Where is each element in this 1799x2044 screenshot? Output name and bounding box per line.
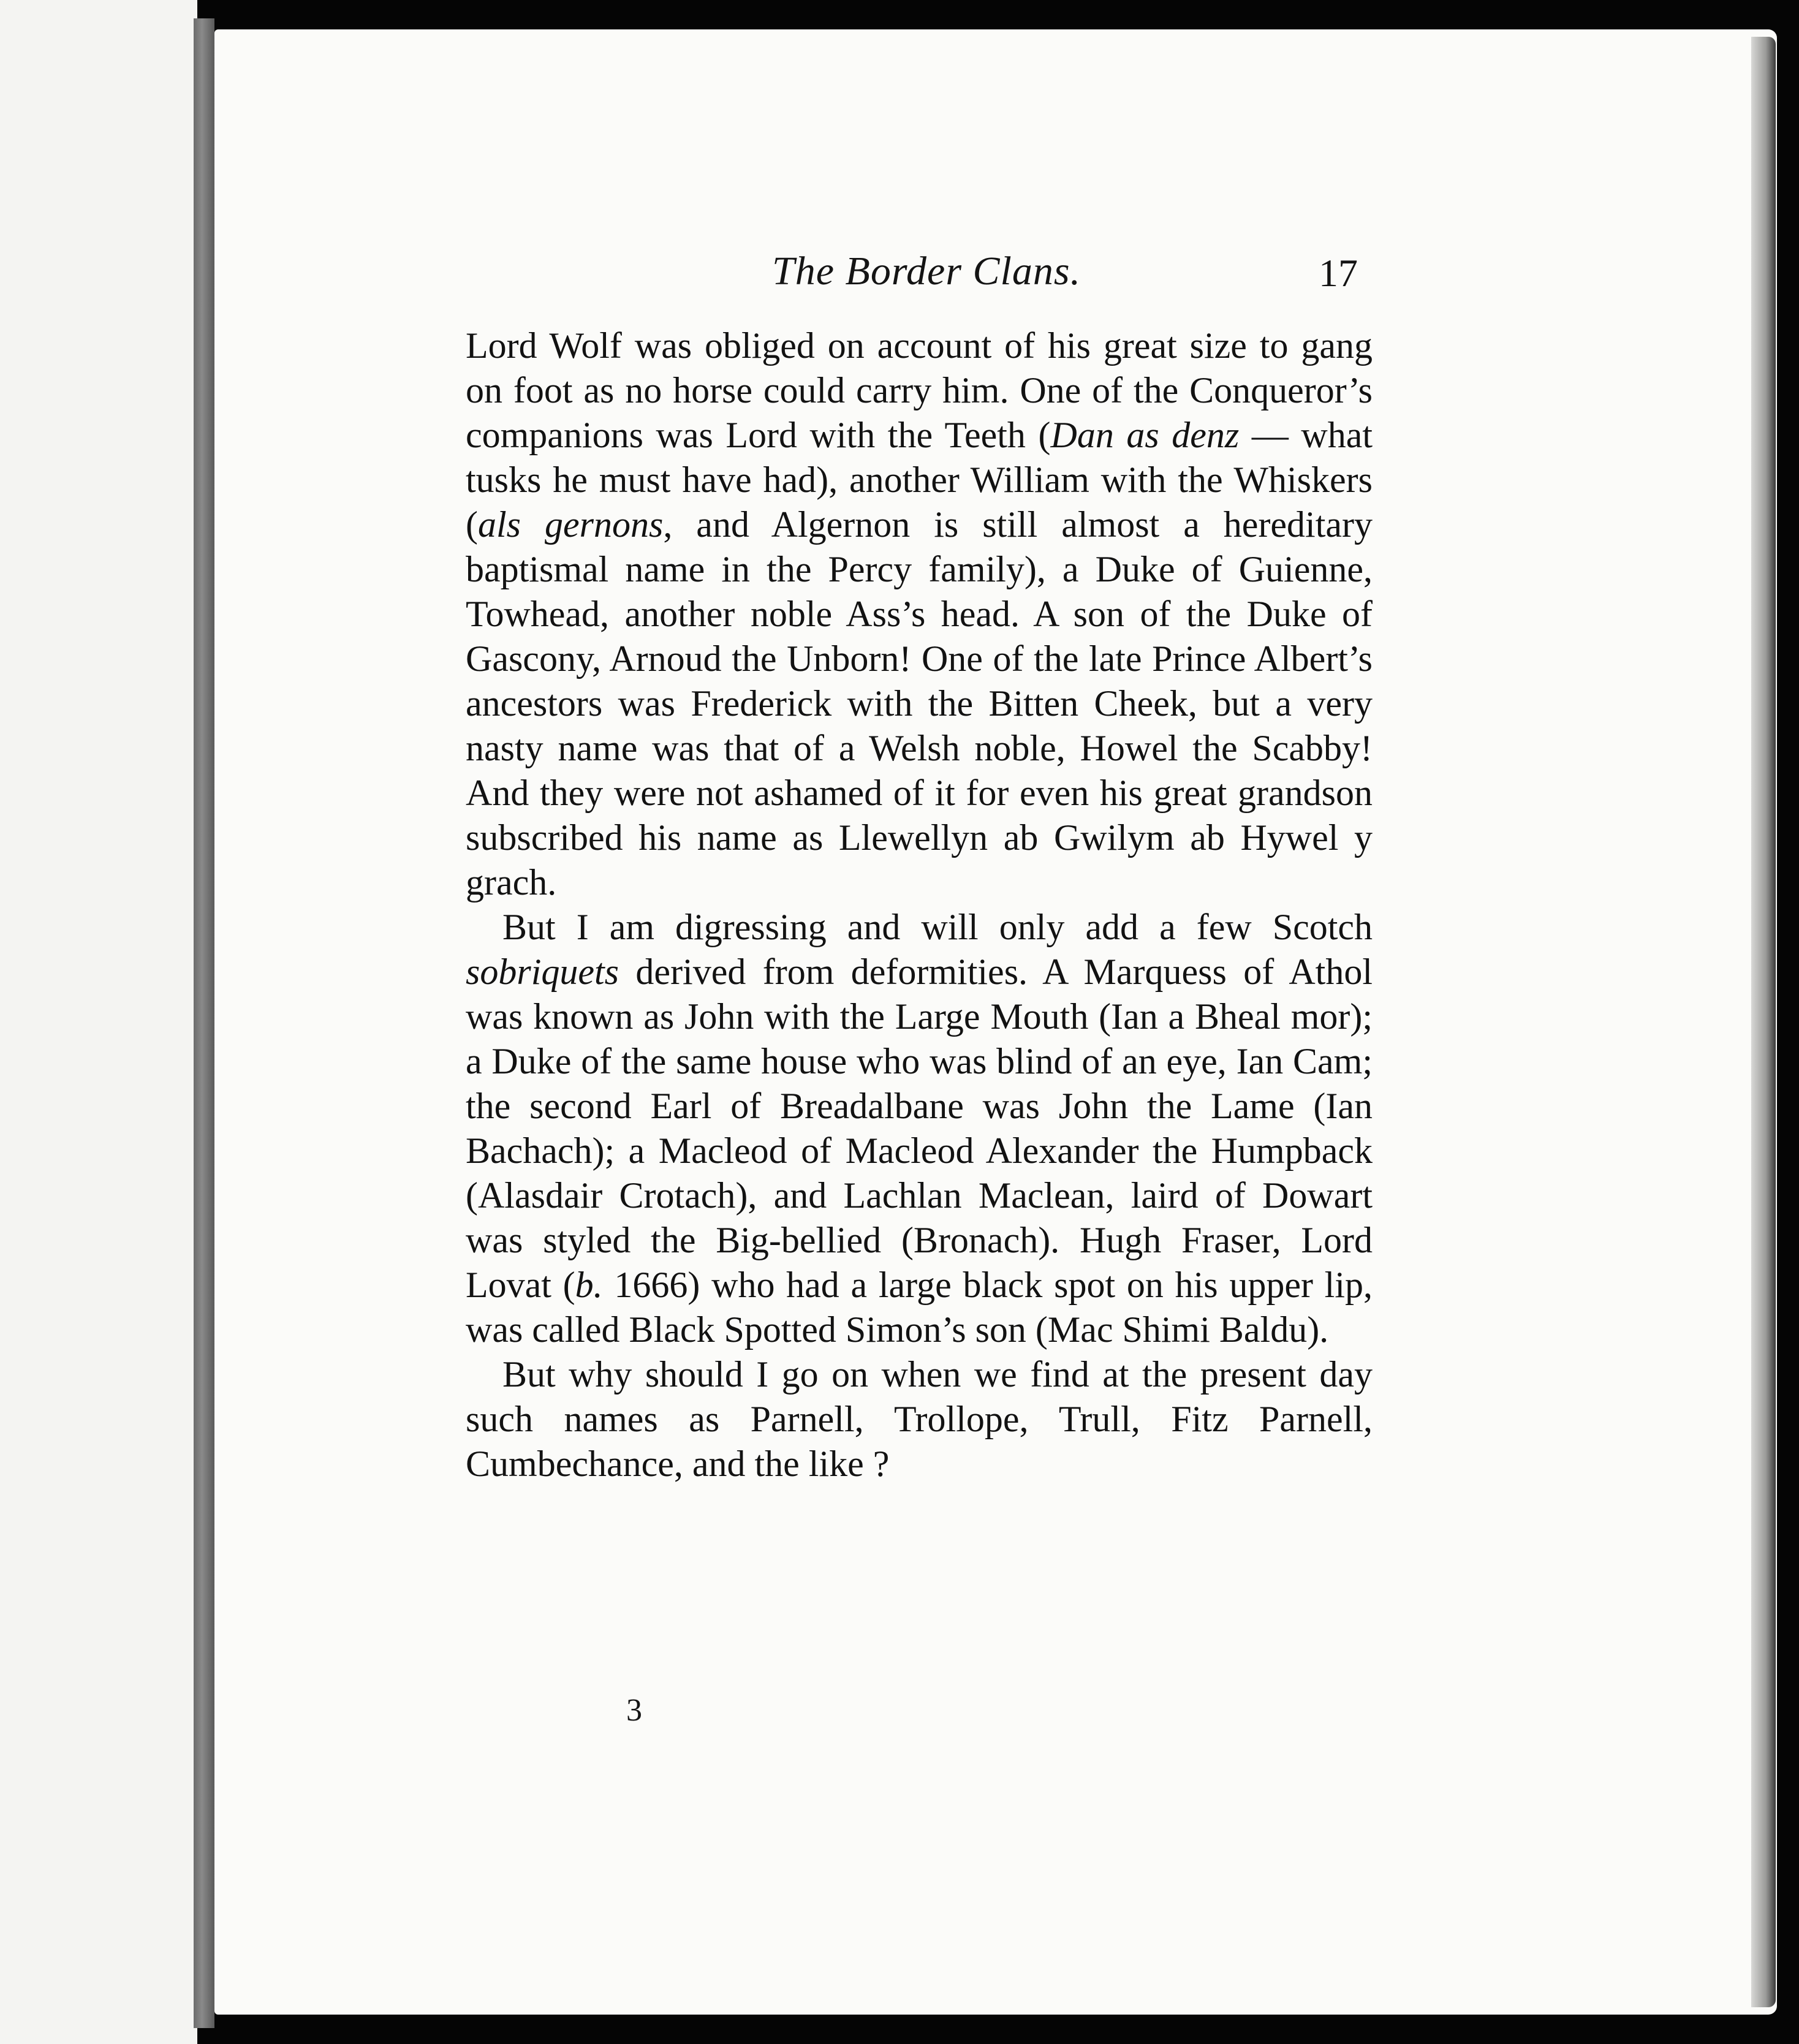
page-number: 17 [1319, 251, 1358, 295]
italic-phrase: Dan as denz [1050, 415, 1240, 455]
text-run: — what tusks he must have had), another William with the Whiskers ( [466, 415, 1373, 545]
book-gutter [194, 18, 214, 2028]
text-run: , and Algernon is still almost a hereditary baptismal name in the Percy family), a Duke of Guienne, Towhead, another noble Ass’s head. A son of the Duke of Gascony, Arnoud the Unborn! One of the late Prince Albert’s ancestors was Frederick with the Bitten Cheek, but a very nasty name was that of a Welsh noble, Howel the Scabby! And they were not ashamed of it for even his great grandson subscribed his name as Llewellyn ab Gwilym ab Hywel y grach. [466, 504, 1373, 903]
paragraph-2 [466, 905, 1373, 1352]
italic-phrase: sobriquets [466, 952, 619, 992]
text-run: But why should I go on when we find at the present day such names as Parnell, Trollope, Trull, Fitz Parnell, Cumbechance, and the like ? [466, 1354, 1373, 1484]
page-edge-shadow [1751, 37, 1776, 2007]
italic-phrase: als gernons [477, 504, 664, 545]
body-text [466, 324, 1373, 1486]
text-run: Lord Wolf was obliged on account of his great size to gang on foot as no horse could carry him. One of the Conqueror’s companions was Lord with the Teeth ( [466, 325, 1373, 455]
facing-page-edge [0, 0, 197, 2044]
signature-mark: 3 [626, 1693, 642, 1728]
running-head [478, 248, 1366, 316]
running-title: The Border Clans. [772, 249, 1081, 293]
italic-phrase: b. [575, 1265, 603, 1305]
text-run: 1666) who had a large black spot on his upper lip, was called Black Spotted Simon’s son (Mac Shimi Baldu). [466, 1265, 1373, 1350]
paragraph-1 [466, 324, 1373, 905]
text-run: derived from deformities. A Marquess of Athol was known as John with the Large Mouth (Ian a Bheal mor); a Duke of the same house who was blind of an eye, Ian Cam; the second Earl of Breadalbane was John the Lame (Ian Bachach); a Macleod of Macleod Alexander the Humpback (Alasdair Crotach), and Lachlan Maclean, laird of Dowart was styled the Big-bellied (Bronach). Hugh Fraser, Lord Lovat ( [466, 952, 1373, 1305]
text-run: But I am digressing and will only add a few Scotch [502, 907, 1373, 947]
paragraph-3 [466, 1352, 1373, 1486]
